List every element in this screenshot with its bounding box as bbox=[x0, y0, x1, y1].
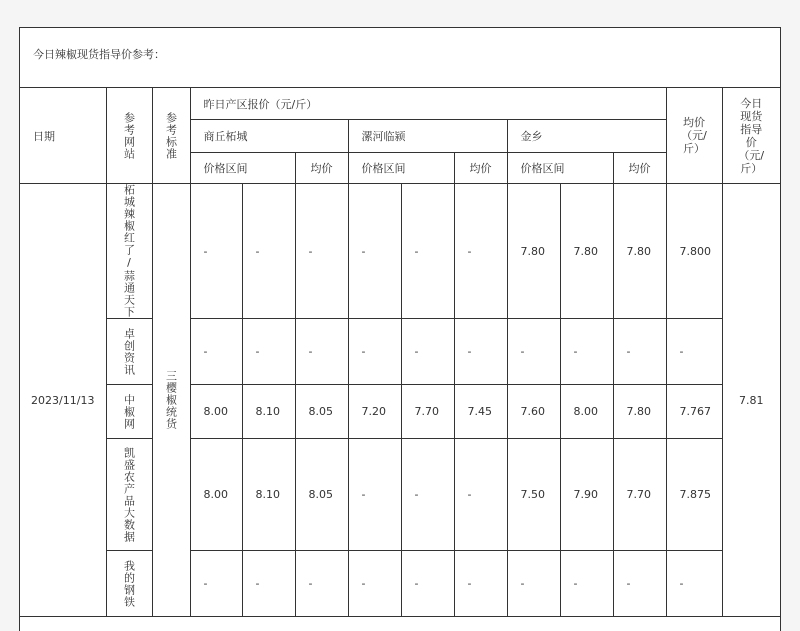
site-cell bbox=[106, 551, 152, 617]
sq-avg: - bbox=[295, 184, 348, 319]
jx-avg: 7.80 bbox=[613, 184, 666, 319]
jx-high: 7.90 bbox=[560, 439, 613, 551]
jx-low: 7.50 bbox=[507, 439, 560, 551]
jx-low: - bbox=[507, 551, 560, 617]
header-region-shangqiu: 商丘柘城 bbox=[190, 120, 348, 153]
lh-avg: - bbox=[454, 439, 507, 551]
sq-avg: 8.05 bbox=[295, 439, 348, 551]
lh-avg: 7.45 bbox=[454, 385, 507, 439]
lh-high: - bbox=[401, 551, 454, 617]
date-cell: 2023/11/13 bbox=[20, 184, 106, 617]
jx-high: - bbox=[560, 319, 613, 385]
header-standard-label: 参考标准 bbox=[164, 111, 178, 160]
jx-low: - bbox=[507, 319, 560, 385]
sq-high: - bbox=[242, 319, 295, 385]
standard-cell bbox=[152, 184, 190, 617]
site-label: 卓创资讯 bbox=[122, 327, 136, 376]
lh-high: - bbox=[401, 319, 454, 385]
lh-avg: - bbox=[454, 184, 507, 319]
page-title: 今日辣椒现货指导价参考： bbox=[33, 48, 165, 61]
sq-avg: 8.05 bbox=[295, 385, 348, 439]
header-sq-range: 价格区间 bbox=[190, 153, 295, 184]
sq-high: 8.10 bbox=[242, 439, 295, 551]
row-avg: 7.767 bbox=[666, 385, 722, 439]
header-today-guide bbox=[722, 88, 780, 184]
header-lh-range: 价格区间 bbox=[348, 153, 454, 184]
header-region-jinxiang: 金乡 bbox=[507, 120, 666, 153]
lh-low: 7.20 bbox=[348, 385, 401, 439]
sq-low: 8.00 bbox=[190, 439, 242, 551]
lh-high: - bbox=[401, 184, 454, 319]
price-table bbox=[20, 88, 780, 617]
site-cell bbox=[106, 184, 152, 319]
jx-high: - bbox=[560, 551, 613, 617]
header-today-guide-label: 今日 现货 指导 价 （元/ 斤） bbox=[738, 96, 765, 175]
header-jx-avg: 均价 bbox=[613, 153, 666, 184]
row-avg: - bbox=[666, 551, 722, 617]
jx-avg: 7.80 bbox=[613, 385, 666, 439]
site-label: 我的钢铁 bbox=[122, 559, 136, 608]
header-site bbox=[106, 88, 152, 184]
table-row bbox=[20, 319, 780, 385]
jx-low: 7.60 bbox=[507, 385, 560, 439]
lh-avg: - bbox=[454, 319, 507, 385]
table-row bbox=[20, 551, 780, 617]
header-site-label: 参考网站 bbox=[122, 111, 136, 160]
lh-high: 7.70 bbox=[401, 385, 454, 439]
site-label: 中椒网 bbox=[122, 393, 136, 430]
row-avg: - bbox=[666, 319, 722, 385]
lh-low: - bbox=[348, 551, 401, 617]
lh-avg: - bbox=[454, 551, 507, 617]
sq-low: 8.00 bbox=[190, 385, 242, 439]
table-row bbox=[20, 439, 780, 551]
row-avg: 7.800 bbox=[666, 184, 722, 319]
header-standard bbox=[152, 88, 190, 184]
title-row bbox=[20, 28, 780, 88]
lh-low: - bbox=[348, 184, 401, 319]
sq-low: - bbox=[190, 319, 242, 385]
sq-low: - bbox=[190, 184, 242, 319]
jx-avg: - bbox=[613, 551, 666, 617]
row-avg: 7.875 bbox=[666, 439, 722, 551]
lh-low: - bbox=[348, 319, 401, 385]
header-sq-avg: 均价 bbox=[295, 153, 348, 184]
lh-low: - bbox=[348, 439, 401, 551]
header-avg-unit-label: 均价 （元/ 斤） bbox=[681, 116, 707, 155]
sq-low: - bbox=[190, 551, 242, 617]
site-cell bbox=[106, 439, 152, 551]
table-row bbox=[20, 385, 780, 439]
site-cell bbox=[106, 385, 152, 439]
price-sheet bbox=[19, 27, 781, 631]
site-label: 柘城辣椒红了/蒜通天下 bbox=[122, 184, 136, 318]
table-row bbox=[20, 184, 780, 319]
header-yesterday-group: 昨日产区报价（元/斤） bbox=[190, 88, 666, 120]
header-date: 日期 bbox=[20, 88, 106, 184]
site-cell bbox=[106, 319, 152, 385]
header-lh-avg: 均价 bbox=[454, 153, 507, 184]
jx-high: 8.00 bbox=[560, 385, 613, 439]
lh-high: - bbox=[401, 439, 454, 551]
sq-high: - bbox=[242, 551, 295, 617]
sq-high: - bbox=[242, 184, 295, 319]
jx-high: 7.80 bbox=[560, 184, 613, 319]
sq-avg: - bbox=[295, 319, 348, 385]
header-jx-range: 价格区间 bbox=[507, 153, 613, 184]
standard-label: 三樱椒统货 bbox=[164, 370, 178, 430]
sq-avg: - bbox=[295, 551, 348, 617]
today-price: 7.81 bbox=[722, 184, 780, 617]
header-region-luohe: 漯河临颍 bbox=[348, 120, 507, 153]
site-label: 凯盛农产品大数据 bbox=[122, 446, 136, 543]
sq-high: 8.10 bbox=[242, 385, 295, 439]
jx-avg: 7.70 bbox=[613, 439, 666, 551]
jx-low: 7.80 bbox=[507, 184, 560, 319]
jx-avg: - bbox=[613, 319, 666, 385]
header-avg-unit bbox=[666, 88, 722, 184]
